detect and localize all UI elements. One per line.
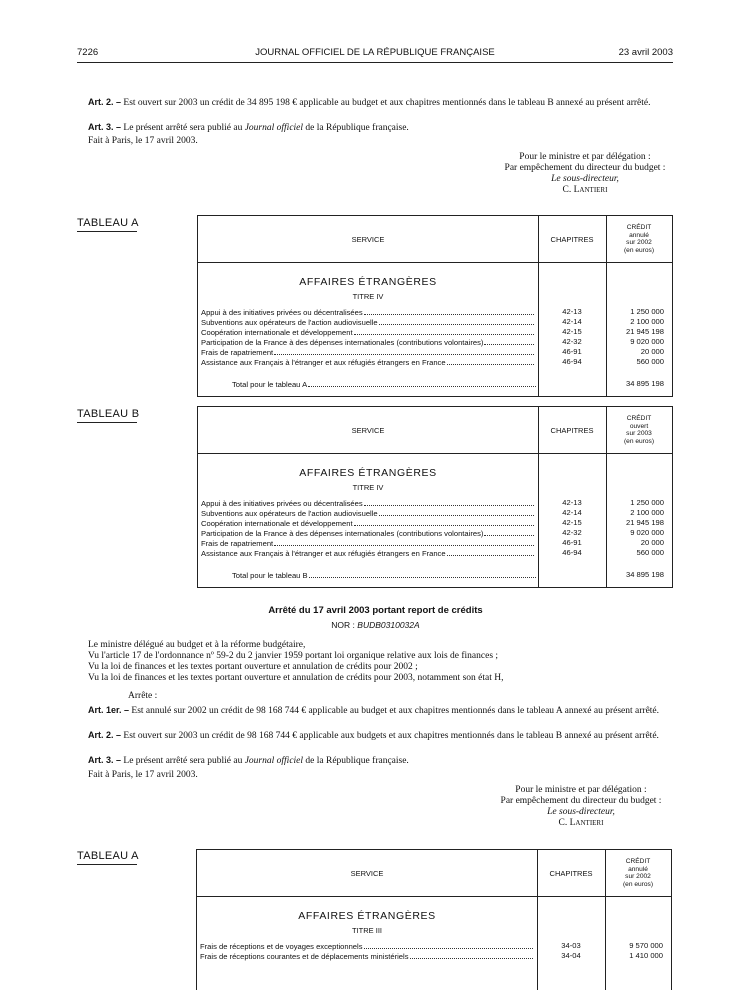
- table-label: TABLEAU A: [77, 217, 139, 229]
- service-name: Coopération internationale et développement: [201, 519, 353, 528]
- service-cell: [200, 951, 533, 961]
- section-title: AFFAIRES ÉTRANGÈRES: [299, 467, 437, 479]
- section-title: AFFAIRES ÉTRANGÈRES: [299, 276, 437, 288]
- article-2-paragraph: [77, 730, 674, 742]
- chapitres-header: CHAPITRES: [550, 426, 594, 435]
- service-name: Appui à des initiatives privées ou décentralisées: [201, 499, 363, 508]
- chapitre-cell: 42-15: [562, 518, 582, 527]
- chapitre-cell: 42-32: [562, 528, 582, 537]
- amount-cell: 9 020 000: [630, 337, 664, 346]
- table-row: [200, 951, 670, 960]
- service-cell: [201, 307, 534, 317]
- page-number: 7226: [77, 47, 99, 58]
- label-rule: [77, 864, 137, 865]
- table-row: [201, 317, 671, 326]
- chapitre-cell: 42-13: [562, 307, 582, 316]
- article-text: Est ouvert sur 2003 un crédit de 98 168 744 € applicable aux budgets et aux chapitres mentionnés dans le tableau B annexé au présent arrêté.: [123, 731, 659, 741]
- service-name: Assistance aux Français à l'étranger et aux réfugiés étrangers en France: [201, 358, 446, 367]
- service-cell: [201, 347, 534, 357]
- total-label-text: Total pour le tableau B: [232, 571, 308, 580]
- table-row: [201, 307, 671, 316]
- arrete-word: Arrête :: [128, 691, 158, 701]
- dot-leader: [309, 570, 536, 578]
- signatory-name: C. Lantieri: [558, 818, 604, 828]
- chapitre-cell: 46-94: [562, 357, 582, 366]
- arrete-title: Arrêté du 17 avril 2003 portant report de crédits: [268, 605, 483, 616]
- table-b-2003: [197, 406, 673, 588]
- article-label: Art. 3. –: [88, 755, 122, 765]
- credit-header-line: ouvert: [629, 422, 649, 430]
- article-1-paragraph: [77, 705, 674, 717]
- chapitre-cell: 34-03: [561, 941, 581, 950]
- table-label: TABLEAU B: [77, 408, 140, 420]
- journal-name: Journal officiel: [244, 756, 304, 766]
- article-label: Art. 3. –: [88, 122, 122, 132]
- header-divider: [197, 896, 671, 897]
- table-row: [201, 548, 671, 557]
- article-text: de la République française.: [305, 756, 409, 766]
- preamble-line: Le ministre délégué au budget et à la réforme budgétaire,: [88, 640, 306, 650]
- dot-leader: [379, 508, 534, 516]
- table-row: [201, 518, 671, 527]
- chapitre-cell: 46-91: [562, 538, 582, 547]
- page-header: [77, 47, 673, 61]
- header-divider: [198, 262, 672, 263]
- article-label: Art. 2. –: [88, 97, 122, 107]
- table-label: TABLEAU A: [77, 850, 139, 862]
- journal-title: JOURNAL OFFICIEL DE LA RÉPUBLIQUE FRANÇAISE: [255, 47, 495, 58]
- signature-line: Pour le ministre et par délégation :: [515, 785, 647, 795]
- dot-leader: [410, 951, 533, 959]
- dot-leader: [447, 548, 534, 556]
- table-row: [200, 941, 670, 950]
- chapitres-header: CHAPITRES: [549, 869, 593, 878]
- service-cell: [201, 327, 534, 337]
- table-row: [201, 508, 671, 517]
- dot-leader: [354, 327, 534, 335]
- amount-cell: 2 100 000: [630, 508, 664, 517]
- dot-leader: [364, 498, 534, 506]
- label-rule: [77, 231, 137, 232]
- table-row: [201, 347, 671, 356]
- service-cell: [200, 941, 533, 951]
- header-rule: [77, 62, 673, 63]
- amount-cell: 9 570 000: [629, 941, 663, 950]
- service-name: Assistance aux Français à l'étranger et aux réfugiés étrangers en France: [201, 549, 446, 558]
- credit-header-line: CRÉDIT: [626, 415, 652, 422]
- header-divider: [198, 453, 672, 454]
- table-row: [201, 538, 671, 547]
- issue-date: 23 avril 2003: [618, 47, 673, 58]
- service-name: Subventions aux opérateurs de l'action audiovisuelle: [201, 318, 378, 327]
- service-cell: [201, 337, 534, 347]
- dot-leader: [484, 528, 534, 536]
- fait-line: Fait à Paris, le 17 avril 2003.: [88, 770, 198, 780]
- article-3-paragraph: [77, 755, 674, 767]
- signature-line: Pour le ministre et par délégation :: [519, 152, 651, 162]
- credit-header-line: annulé: [629, 231, 649, 239]
- dot-leader: [364, 941, 533, 949]
- amount-cell: 20 000: [640, 347, 664, 356]
- table-row: [201, 337, 671, 346]
- signature-line: Par empêchement du directeur du budget :: [504, 163, 666, 173]
- article-text: Est annulé sur 2002 un crédit de 98 168 744 € applicable au budget et aux chapitres mentionnés dans le tableau A annexé au présent arrêté.: [131, 706, 660, 716]
- chapitre-cell: 42-14: [562, 508, 582, 517]
- chapitre-cell: 46-91: [562, 347, 582, 356]
- signature-block: [470, 152, 700, 196]
- amount-cell: 1 250 000: [630, 307, 664, 316]
- table-a-titre-iii: [196, 849, 672, 990]
- journal-name: Journal officiel: [244, 123, 304, 133]
- service-name: Appui à des initiatives privées ou décentralisées: [201, 308, 363, 317]
- service-name: Frais de rapatriement: [201, 539, 274, 548]
- credit-header-line: (en euros): [623, 437, 655, 445]
- credit-header-line: (en euros): [623, 246, 655, 254]
- dot-leader: [379, 317, 534, 325]
- dot-leader: [364, 307, 534, 315]
- table-row: [201, 528, 671, 537]
- total-label: [232, 379, 536, 389]
- service-name: Frais de réceptions et de voyages exceptionnels: [200, 942, 363, 951]
- service-cell: [201, 317, 534, 327]
- article-text: de la République française.: [305, 123, 409, 133]
- service-cell: [201, 528, 534, 538]
- chapitre-cell: 42-14: [562, 317, 582, 326]
- signature-block: [466, 785, 696, 829]
- credit-header: [606, 224, 672, 254]
- service-header: SERVICE: [350, 869, 384, 878]
- service-name: Participation de la France à des dépenses internationales (contributions volontaires): [201, 529, 484, 538]
- service-cell: [201, 548, 534, 558]
- article-text: Le présent arrêté sera publié au: [123, 756, 243, 766]
- dot-leader: [308, 379, 536, 387]
- service-name: Frais de réceptions courantes et de déplacements ministériels: [200, 952, 409, 961]
- total-label: [232, 570, 536, 580]
- chapitre-cell: 42-32: [562, 337, 582, 346]
- preamble-line: Vu l'article 17 de l'ordonnance nº 59-2 du 2 janvier 1959 portant loi organique relative aux lois de finances ;: [88, 651, 499, 661]
- chapitre-cell: 46-94: [562, 548, 582, 557]
- credit-header-line: sur 2003: [626, 430, 652, 437]
- service-cell: [201, 508, 534, 518]
- nor-code: BUDB0310032A: [357, 620, 420, 630]
- service-cell: [201, 518, 534, 528]
- section-title: AFFAIRES ÉTRANGÈRES: [298, 910, 436, 922]
- table-row: [201, 357, 671, 366]
- credit-header-line: sur 2002: [626, 239, 652, 246]
- dot-leader: [274, 347, 534, 355]
- total-label-text: Total pour le tableau A: [232, 380, 308, 389]
- amount-cell: 560 000: [636, 357, 664, 366]
- credit-header-line: sur 2002: [625, 873, 651, 880]
- amount-cell: 1 410 000: [629, 951, 663, 960]
- article-text: Le présent arrêté sera publié au: [123, 123, 243, 133]
- dot-leader: [274, 538, 534, 546]
- article-label: Art. 1er. –: [88, 705, 130, 715]
- amount-cell: 9 020 000: [630, 528, 664, 537]
- article-2-paragraph: [77, 97, 674, 109]
- total-amount: 34 895 198: [625, 570, 664, 579]
- section-subtitle: TITRE IV: [352, 292, 384, 301]
- chapitre-cell: 34-04: [561, 951, 581, 960]
- dot-leader: [354, 518, 534, 526]
- amount-cell: 2 100 000: [630, 317, 664, 326]
- table-row: [201, 498, 671, 507]
- preamble-line: Vu la loi de finances et les textes portant ouverture et annulation de crédits pour 2003, notamment son état H,: [88, 673, 504, 683]
- dot-leader: [447, 357, 534, 365]
- section-subtitle: TITRE IV: [352, 483, 384, 492]
- credit-header: [605, 858, 671, 888]
- signature-line: Par empêchement du directeur du budget :: [500, 796, 662, 806]
- table-row: [201, 327, 671, 336]
- chapitre-cell: 42-15: [562, 327, 582, 336]
- signature-title: Le sous-directeur,: [547, 807, 615, 817]
- amount-cell: 20 000: [640, 538, 664, 547]
- dot-leader: [484, 337, 534, 345]
- credit-header-line: (en euros): [622, 880, 654, 888]
- section-subtitle: TITRE III: [352, 926, 382, 935]
- total-amount: 34 895 198: [625, 379, 664, 388]
- service-cell: [201, 357, 534, 367]
- article-label: Art. 2. –: [88, 730, 122, 740]
- chapitre-cell: 42-13: [562, 498, 582, 507]
- amount-cell: 560 000: [636, 548, 664, 557]
- amount-cell: 21 945 198: [625, 327, 664, 336]
- nor-label: NOR :: [331, 620, 355, 630]
- credit-header-line: CRÉDIT: [625, 858, 651, 865]
- service-name: Participation de la France à des dépenses internationales (contributions volontaires): [201, 338, 484, 347]
- nor-reference: [77, 620, 674, 630]
- service-name: Subventions aux opérateurs de l'action audiovisuelle: [201, 509, 378, 518]
- amount-cell: 21 945 198: [625, 518, 664, 527]
- article-3-paragraph: [77, 122, 674, 134]
- preamble-line: Vu la loi de finances et les textes portant ouverture et annulation de crédits pour 2002 ;: [88, 662, 418, 672]
- service-cell: [201, 498, 534, 508]
- article-text: Est ouvert sur 2003 un crédit de 34 895 198 € applicable au budget et aux chapitres mentionnés dans le tableau B annexé au présent arrêté.: [123, 98, 651, 108]
- signature-title: Le sous-directeur,: [551, 174, 619, 184]
- service-name: Frais de rapatriement: [201, 348, 274, 357]
- table-a-2002: [197, 215, 673, 397]
- chapitres-header: CHAPITRES: [550, 235, 594, 244]
- amount-cell: 1 250 000: [630, 498, 664, 507]
- fait-line: Fait à Paris, le 17 avril 2003.: [88, 136, 198, 146]
- credit-header: [606, 415, 672, 445]
- credit-header-line: annulé: [628, 865, 648, 873]
- service-name: Coopération internationale et développement: [201, 328, 353, 337]
- label-rule: [77, 422, 137, 423]
- service-header: SERVICE: [351, 235, 385, 244]
- service-header: SERVICE: [351, 426, 385, 435]
- service-cell: [201, 538, 534, 548]
- signatory-name: C. Lantieri: [562, 185, 608, 195]
- credit-header-line: CRÉDIT: [626, 224, 652, 231]
